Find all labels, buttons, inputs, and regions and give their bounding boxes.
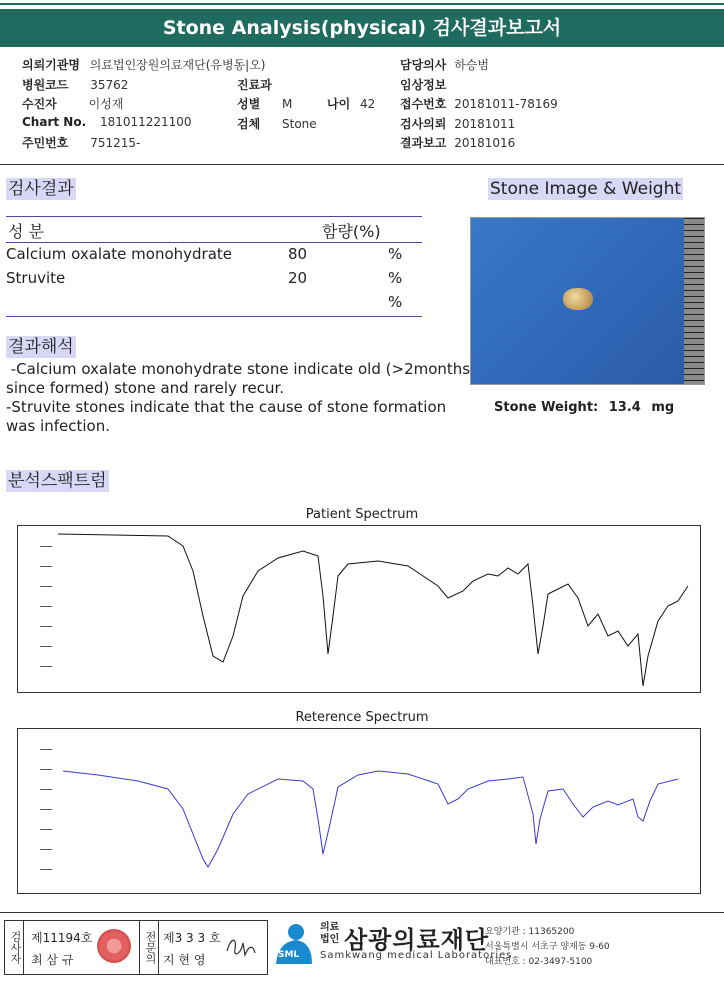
org-en: Samkwang medical Laboratories [320,950,513,961]
interpretation-line-1: -Calcium oxalate monohydrate stone indicate old (>2months [6,360,471,378]
sex-value: M [282,97,293,111]
request-date-value: 20181011 [454,117,516,131]
stone-image-title: Stone Image & Weight [490,179,682,199]
result-row-1-value: 80 [288,245,308,263]
result-row-1-unit: % [388,245,403,263]
col-component-header: 성 분 [8,222,44,241]
inspector-name: 최 삼 규 [31,953,74,967]
stone-weight-line [494,400,674,415]
patient-spectrum-svg [18,526,700,692]
spectrum-section-title: 분석스팩트럼 [8,471,107,491]
specimen-value: Stone [282,117,317,131]
collector-value: 이성재 [88,97,124,111]
sex-row [237,95,292,112]
department-label: 진료과 [237,78,272,92]
receipt-no-row [400,95,558,112]
report-date-value: 20181016 [454,136,516,150]
chart-no-value: 181011221100 [99,115,192,129]
chart-no-row [22,115,192,129]
results-table-header-rule [6,242,422,243]
doctor-value: 하승범 [454,58,489,72]
stone-photo [470,217,705,385]
results-section-title: 검사결과 [8,179,74,199]
hospital-code-row [22,76,128,93]
request-date-label: 검사의뢰 [400,117,447,131]
institution-row [22,56,266,73]
ruler [684,218,704,384]
reference-spectrum-line [63,771,678,867]
age-label: 나이 [327,97,351,111]
result-row-1-name: Calcium oxalate monohydrate [6,245,233,263]
institution-value: 의료법인장원의료재단(유병동|오) [89,58,266,72]
id-no-row [22,134,140,151]
report-title: Stone Analysis(physical) 검사결과보고서 [0,9,724,47]
patient-tick [40,666,52,667]
age-row [327,95,375,112]
patient-tick [40,606,52,607]
org-name: 삼광의료재단 [344,926,490,954]
patient-tick [40,586,52,587]
footer-divider [0,912,724,913]
weight-label: Stone Weight: [494,400,599,415]
result-row-2-name: Struvite [6,269,66,287]
doctor-row [400,56,489,73]
org-phone: 대표번호 : 02-3497-5100 [485,957,593,967]
result-row-2-unit: % [388,269,403,287]
reference-tick [40,869,52,870]
physician-name: 지 현 영 [163,953,206,967]
weight-unit: mg [651,400,675,415]
patient-tick [40,646,52,647]
physician-label: 전문의 [139,921,159,974]
receipt-no-value: 20181011-78169 [454,97,558,111]
id-no-label: 주민번호 [22,136,69,150]
patient-tick [40,626,52,627]
results-table-bottom-rule [6,316,422,317]
hospital-code-value: 35762 [90,78,129,92]
clinical-info-row [400,76,446,93]
id-no-value: 751215- [90,136,141,150]
doctor-label: 담당의사 [400,58,447,72]
report-date-label: 결과보고 [400,136,447,150]
top-rule [0,3,724,5]
report-date-row [400,134,515,151]
physician-no: 제3 3 3 호 [163,931,221,945]
inspector-seal [97,929,131,963]
patient-spectrum-title: Patient Spectrum [305,507,419,522]
patient-spectrum-line [58,534,688,686]
signature-box [4,920,268,975]
request-date-row [400,115,515,132]
sml-text: SML [278,950,300,960]
receipt-no-label: 접수번호 [400,97,447,111]
result-row-2-value: 20 [288,269,308,287]
institution-label: 의뢰기관명 [22,58,80,72]
reference-spectrum-svg [18,729,700,893]
header-divider [0,164,724,165]
interpretation-title: 결과해석 [8,337,74,357]
reference-tick [40,749,52,750]
patient-tick [40,546,52,547]
physician-signature [223,931,263,961]
inspector-label: 검사자 [5,921,24,974]
weight-value: 13.4 [608,400,641,415]
org-address: 서울특별시 서초구 양재동 9-60 [485,942,610,952]
stone-specimen [563,288,593,310]
age-value: 42 [360,97,376,111]
reference-y-ticks [40,749,52,870]
interpretation-line-4: was infection. [6,417,110,435]
reference-spectrum-chart [17,728,701,894]
sml-logo [272,920,316,970]
result-row-3-unit: % [388,293,403,311]
collector-row [22,95,123,112]
reference-tick [40,849,52,850]
inspector-no: 제11194호 [31,931,93,945]
reference-tick [40,829,52,830]
specimen-label: 검체 [237,117,261,131]
patient-spectrum-chart [17,525,701,693]
patient-tick [40,566,52,567]
collector-label: 수진자 [22,97,57,111]
org-code: 요양기관 : 11365200 [485,927,575,937]
patient-y-ticks [40,546,52,667]
reference-spectrum-title: Reterence Spectrum [295,710,429,725]
reference-tick [40,809,52,810]
sml-logo-icon [272,920,316,970]
col-content-header: 함량(%) [322,222,381,241]
interpretation-line-3: -Struvite stones indicate that the cause of stone formation [6,398,447,416]
clinical-info-label: 임상정보 [400,78,447,92]
results-table-top-rule [6,216,422,217]
org-type: 의료법인 [320,922,340,945]
specimen-row [237,115,317,132]
sex-label: 성별 [237,97,261,111]
chart-no-label: Chart No. [22,115,87,129]
reference-tick [40,769,52,770]
reference-tick [40,789,52,790]
interpretation-line-2: since formed) stone and rarely recur. [6,379,285,397]
hospital-code-label: 병원코드 [22,78,69,92]
department-row [237,76,272,93]
